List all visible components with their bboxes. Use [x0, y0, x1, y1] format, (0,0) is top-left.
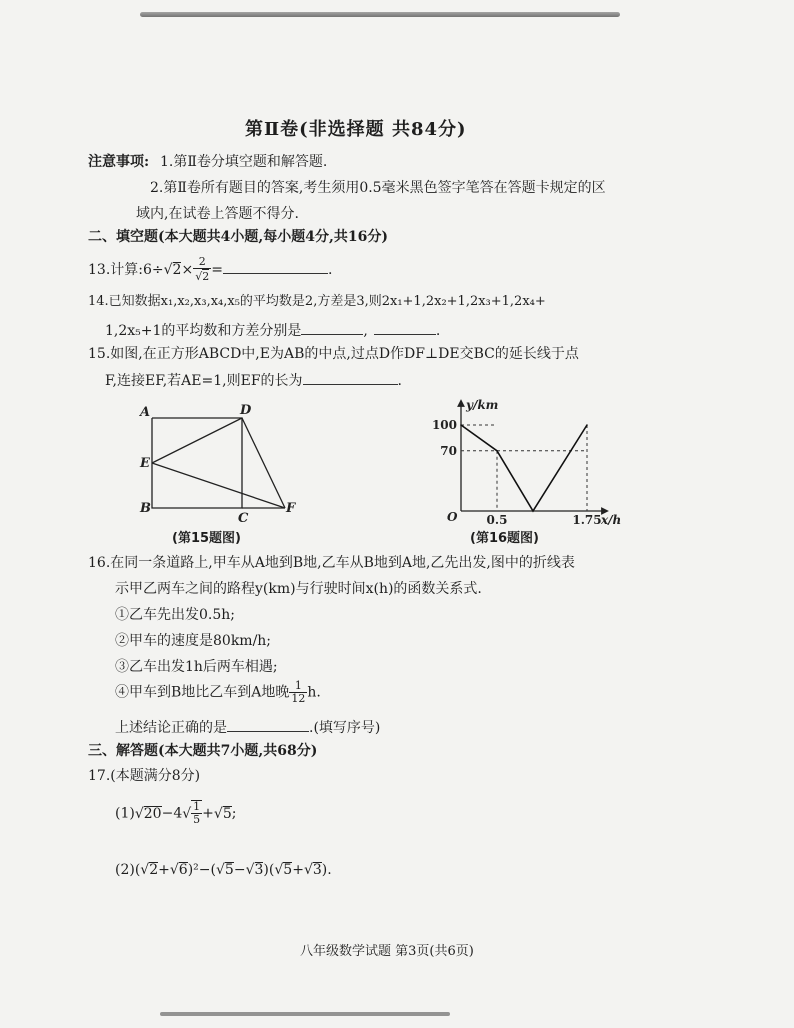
q17-p2-sqrt2: √2	[140, 862, 159, 878]
q15-answer-blank[interactable]	[303, 370, 398, 385]
q17-p2-sqrt3b: √3	[303, 862, 322, 878]
segment-df	[242, 418, 285, 508]
q17-p2-sqrt6: √6	[169, 862, 188, 878]
q13-fraction: $\frac{2}{√2}$	[195, 255, 210, 283]
q17-p2-plus: +	[158, 862, 170, 878]
q14-answer-blank-1[interactable]	[301, 320, 363, 335]
y-axis-label: y/km	[466, 398, 499, 412]
q17-p2-minus: −	[233, 862, 246, 878]
q16-answer-blank[interactable]	[227, 717, 309, 732]
data-point-3	[586, 424, 588, 426]
q17-head: 17.(本题满分8分)	[88, 768, 201, 784]
q17-part-2	[115, 860, 332, 880]
q17-part-1	[115, 800, 236, 826]
question-14-line2	[105, 320, 440, 341]
q14-sep: ,	[363, 323, 368, 339]
section3-heading: 三、解答题(本大题共7小题,共68分)	[88, 743, 318, 759]
q13-end: .	[327, 262, 333, 278]
segment-ef	[152, 463, 285, 508]
page-title: 第Ⅱ卷(非选择题 共84分)	[245, 119, 467, 140]
q16-line1: 16.在同一条道路上,甲车从A地到B地,乙车从B地到A地,乙先出发,图中的折线表	[88, 555, 575, 571]
q17-p1-sqrt20: √20	[134, 805, 162, 822]
notice-item-2-line1: 2.第Ⅱ卷所有题目的答案,考生须用0.5毫米黑色签字笔答在答题卡规定的区	[150, 180, 606, 196]
q17-p2-sqrt3a: √3	[245, 862, 264, 878]
label-d: D	[240, 403, 252, 418]
data-point-1	[496, 450, 498, 452]
figure-16-caption: (第16题图)	[470, 531, 539, 546]
section2-heading: 二、填空题(本大题共4小题,每小题4分,共16分)	[88, 229, 388, 245]
q16-option-2: ②甲车的速度是80km/h;	[115, 633, 272, 649]
page-footer: 八年级数学试题 第3页(共6页)	[300, 944, 474, 959]
q13-answer-blank[interactable]	[223, 259, 328, 274]
q17-p2-mid: )(	[263, 862, 275, 878]
q15-line1: 15.如图,在正方形ABCD中,E为AB的中点,过点D作DF⊥DE交BC的延长线于点	[88, 346, 579, 362]
distance-polyline	[461, 425, 587, 511]
q16-line2: 示甲乙两车之间的路程y(km)与行驶时间x(h)的函数关系式.	[115, 581, 482, 597]
q15-line2-text: F,连接EF,若AE=1,则EF的长为	[105, 373, 303, 389]
x-axis-label: x/h	[601, 513, 622, 527]
q13-sqrt: √2	[163, 262, 182, 278]
q17-p1-plus: +	[202, 805, 214, 822]
q17-p2-end: ).	[321, 862, 332, 878]
figure-15-caption: (第15题图)	[172, 531, 241, 546]
q16-option-3: ③乙车出发1h后两车相遇;	[115, 659, 278, 675]
q17-p2-sqrt5a: √5	[216, 862, 234, 878]
q16-option-1: ①乙车先出发0.5h;	[115, 607, 235, 623]
q16-answer-hint: .(填写序号)	[309, 720, 381, 736]
q17-p2-square: )²−(	[187, 862, 216, 878]
label-f: F	[286, 501, 296, 516]
label-c: C	[238, 511, 249, 526]
y-tick-label-70: 70	[440, 443, 457, 458]
square-abcd	[152, 418, 242, 508]
q17-p2-start: (2)(	[115, 862, 141, 878]
q14-line2-text: 1,2x₅+1的平均数和方差分别是	[105, 323, 302, 339]
q14-line1: 14.已知数据x₁,x₂,x₃,x₄,x₅的平均数是2,方差是3,则2x₁+1,2x₂+1,2x₃+1,2x₄+	[88, 294, 546, 309]
q16-option-4-fraction: $\frac{1}{12}$	[291, 679, 306, 705]
label-a: A	[140, 405, 151, 420]
q17-p1-minus4: −4	[161, 805, 183, 822]
notice-label: 注意事项:	[88, 154, 150, 170]
q17-p2-plus2: +	[292, 862, 304, 878]
q17-p1-sqrt-frac: √ $\frac{1}{5}$	[182, 800, 201, 826]
figure-15	[130, 400, 310, 545]
q15-end: .	[397, 373, 402, 389]
question-15-line2	[105, 370, 402, 391]
y-tick-label-100: 100	[431, 418, 457, 432]
q13-times: ×	[181, 262, 194, 278]
q16-answer-text: 上述结论正确的是	[115, 720, 227, 736]
figure-16	[425, 393, 622, 533]
q13-prefix: 13.计算:6÷	[88, 262, 164, 278]
q16-option-4-text: ④甲车到B地比乙车到A地晚	[115, 684, 290, 701]
q17-p1-num: (1)	[115, 805, 135, 822]
data-point-0	[460, 424, 462, 426]
q16-answer	[115, 717, 380, 738]
question-13	[88, 256, 332, 284]
q14-end: .	[435, 323, 441, 339]
notice-item-2-line2: 域内,在试卷上答题不得分.	[136, 206, 299, 222]
q16-option-4-end: h.	[307, 684, 321, 701]
scan-edge-bottom	[160, 1012, 450, 1016]
figure-16-chart	[425, 393, 622, 533]
q16-option-4	[115, 680, 321, 705]
data-point-2	[532, 510, 534, 512]
q17-p2-sqrt5b: √5	[274, 862, 293, 878]
segment-ed	[152, 418, 242, 463]
q17-p1-sqrt5: √5	[213, 805, 232, 822]
x-tick-label-1.75: 1.75	[572, 513, 602, 527]
x-tick-label-0.5: 0.5	[486, 513, 508, 527]
q14-answer-blank-2[interactable]	[374, 320, 436, 335]
q17-p1-end: ;	[231, 805, 237, 822]
label-b: B	[140, 501, 151, 516]
label-e: E	[140, 456, 150, 471]
figure-15-svg	[130, 400, 310, 545]
origin-label: O	[447, 510, 458, 524]
notice-item-1: 1.第Ⅱ卷分填空题和解答题.	[160, 154, 328, 170]
q13-eq: =	[211, 262, 223, 278]
